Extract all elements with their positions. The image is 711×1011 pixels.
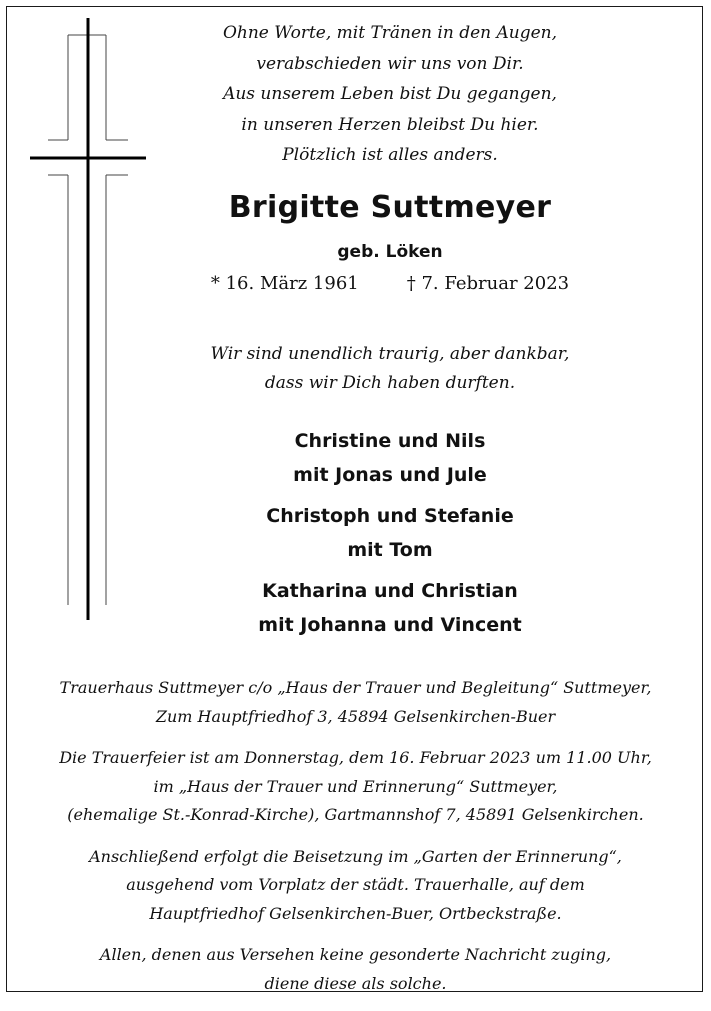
info-line: Anschließend erfolgt die Beisetzung im „Garten der Erinnerung“,: [89, 846, 622, 866]
gratitude-text: [110, 340, 670, 397]
gratitude-line: Wir sind unendlich traurig, aber dankbar,: [210, 344, 570, 364]
info-line: Trauerhaus Suttmeyer c/o „Haus der Trauer und Begleitung“ Suttmeyer,: [59, 678, 652, 697]
info-line: Allen, denen aus Versehen keine gesonderte Nachricht zuging,: [99, 945, 612, 964]
family-line: mit Jonas und Jule: [293, 464, 487, 486]
family-line: mit Tom: [347, 539, 433, 561]
closing-note: [20, 941, 691, 998]
death-date: † 7. Februar 2023: [406, 273, 570, 294]
info-line: (ehemalige St.-Konrad-Kirche), Gartmannshof 7, 45891 Gelsenkirchen.: [67, 805, 644, 824]
gratitude-line: dass wir Dich haben durften.: [264, 372, 516, 393]
poem-line: Ohne Worte, mit Tränen in den Augen,: [222, 23, 558, 43]
maiden-name: geb. Löken: [337, 242, 443, 262]
life-dates: [110, 271, 670, 297]
family-group: [110, 424, 670, 492]
info-line: ausgehend vom Vorplatz der städt. Trauerhalle, auf dem: [126, 875, 585, 894]
family-group: [110, 499, 670, 567]
info-line: Hauptfriedhof Gelsenkirchen-Buer, Ortbeckstraße.: [149, 903, 562, 923]
poem-line: Aus unserem Leben bist Du gegangen,: [223, 84, 557, 104]
family-line: mit Johanna und Vincent: [258, 614, 522, 636]
family-list: [110, 424, 670, 649]
family-group: [110, 574, 670, 642]
family-line: Katharina und Christian: [262, 580, 518, 602]
family-line: Christine und Nils: [294, 430, 486, 452]
info-line: diene diese als solche.: [264, 973, 447, 993]
ceremony-details: [20, 744, 691, 830]
poem: [110, 18, 670, 171]
funeral-info: [20, 674, 691, 1011]
family-line: Christoph und Stefanie: [266, 505, 514, 527]
mourning-house-address: [20, 674, 691, 731]
burial-details: [20, 843, 691, 929]
info-line: im „Haus der Trauer und Erinnerung“ Suttmeyer,: [153, 776, 558, 796]
deceased-name: Brigitte Suttmeyer: [228, 190, 552, 225]
poem-line: in unseren Herzen bleibst Du hier.: [241, 114, 539, 135]
poem-line: verabschieden wir uns von Dir.: [256, 53, 524, 74]
info-line: Zum Hauptfriedhof 3, 45894 Gelsenkirchen-Buer: [155, 706, 556, 726]
poem-line: Plötzlich ist alles anders.: [282, 145, 498, 165]
birth-date: * 16. März 1961: [210, 273, 359, 294]
info-line: Die Trauerfeier ist am Donnerstag, dem 16. Februar 2023 um 11.00 Uhr,: [59, 748, 652, 767]
